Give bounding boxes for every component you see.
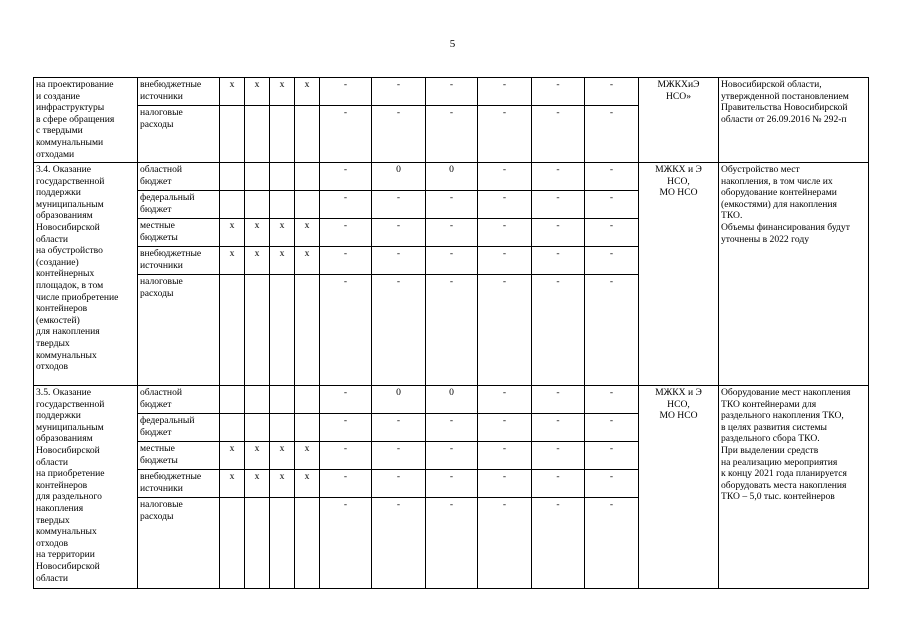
value-cell: x	[295, 247, 320, 275]
value-cell: -	[372, 78, 426, 106]
result-note-cell: Новосибирской области, утвержденной постановлением Правительства Новосибирской области от 26.09.2016 № 292-п	[719, 78, 869, 163]
value-cell: -	[532, 219, 585, 247]
value-cell: -	[426, 442, 478, 470]
value-cell: -	[320, 78, 372, 106]
value-cell: -	[372, 191, 426, 219]
value-cell: x	[270, 442, 295, 470]
value-cell: x	[270, 470, 295, 498]
value-cell: 0	[372, 386, 426, 414]
value-cell: -	[478, 247, 532, 275]
value-cell: -	[372, 442, 426, 470]
table-row	[34, 386, 869, 414]
value-cell: -	[426, 414, 478, 442]
value-cell: -	[372, 414, 426, 442]
value-cell	[220, 275, 245, 386]
value-cell: x	[245, 247, 270, 275]
value-cell: -	[532, 106, 585, 163]
value-cell: x	[295, 470, 320, 498]
value-cell: -	[478, 386, 532, 414]
value-cell	[295, 106, 320, 163]
value-cell: -	[372, 106, 426, 163]
result-note-cell: Обустройство мест накопления, в том числе их оборудование контейнерами (емкостями) для накопления ТКО. Объемы финансирования будут уточнены в 2022 году	[719, 163, 869, 386]
program-table	[33, 77, 869, 589]
value-cell: -	[532, 163, 585, 191]
table-row	[34, 78, 869, 106]
value-cell: -	[372, 498, 426, 589]
funding-source-cell: внебюджетные источники	[138, 78, 220, 106]
value-cell	[245, 163, 270, 191]
funding-source-cell: местные бюджеты	[138, 442, 220, 470]
value-cell: -	[585, 470, 639, 498]
value-cell: -	[532, 442, 585, 470]
value-cell: -	[585, 414, 639, 442]
value-cell: -	[372, 470, 426, 498]
funding-source-cell: федеральный бюджет	[138, 414, 220, 442]
value-cell: -	[426, 78, 478, 106]
value-cell: -	[585, 191, 639, 219]
value-cell	[220, 414, 245, 442]
funding-source-cell: областной бюджет	[138, 386, 220, 414]
value-cell: -	[585, 78, 639, 106]
value-cell: -	[426, 247, 478, 275]
value-cell: -	[532, 275, 585, 386]
value-cell: -	[320, 275, 372, 386]
funding-source-cell: налоговые расходы	[138, 106, 220, 163]
value-cell: x	[245, 470, 270, 498]
value-cell: -	[532, 247, 585, 275]
value-cell	[220, 191, 245, 219]
value-cell: -	[320, 498, 372, 589]
activity-name-cell: 3.5. Оказание государственной поддержки муниципальным образованиям Новосибирской области на приобретение контейнеров для раздельного накопления твердых коммунальных отходов на территории Новосибирской области	[34, 386, 138, 589]
value-cell: -	[532, 191, 585, 219]
value-cell: -	[585, 442, 639, 470]
value-cell: 0	[372, 163, 426, 191]
funding-source-cell: налоговые расходы	[138, 498, 220, 589]
value-cell: -	[532, 470, 585, 498]
value-cell: -	[372, 275, 426, 386]
value-cell: x	[220, 470, 245, 498]
value-cell: -	[532, 386, 585, 414]
value-cell: x	[270, 219, 295, 247]
executor-cell: МЖКХ и Э НСО, МО НСО	[639, 163, 719, 386]
value-cell: x	[220, 78, 245, 106]
value-cell: -	[426, 219, 478, 247]
executor-cell: МЖКХ и Э НСО, МО НСО	[639, 386, 719, 589]
value-cell: x	[245, 78, 270, 106]
value-cell: 0	[426, 386, 478, 414]
value-cell: -	[426, 470, 478, 498]
value-cell: x	[220, 442, 245, 470]
value-cell	[220, 498, 245, 589]
value-cell: -	[426, 498, 478, 589]
executor-cell: МЖКХиЭ НСО»	[639, 78, 719, 163]
value-cell: -	[532, 78, 585, 106]
value-cell: -	[478, 470, 532, 498]
value-cell	[270, 163, 295, 191]
value-cell: -	[478, 275, 532, 386]
page-number: 5	[449, 38, 456, 50]
value-cell: -	[320, 414, 372, 442]
value-cell: -	[320, 442, 372, 470]
value-cell: -	[478, 442, 532, 470]
value-cell: 0	[426, 163, 478, 191]
value-cell	[295, 386, 320, 414]
value-cell	[220, 163, 245, 191]
value-cell: -	[320, 191, 372, 219]
value-cell: -	[320, 247, 372, 275]
value-cell	[245, 106, 270, 163]
value-cell	[245, 275, 270, 386]
table-row	[34, 163, 869, 191]
value-cell: x	[270, 247, 295, 275]
value-cell: -	[426, 191, 478, 219]
value-cell: x	[245, 219, 270, 247]
value-cell: -	[532, 498, 585, 589]
value-cell: x	[245, 442, 270, 470]
value-cell: -	[372, 219, 426, 247]
value-cell: x	[270, 78, 295, 106]
value-cell: x	[220, 247, 245, 275]
value-cell: -	[320, 163, 372, 191]
funding-source-cell: местные бюджеты	[138, 219, 220, 247]
value-cell: -	[320, 106, 372, 163]
value-cell: -	[532, 414, 585, 442]
value-cell	[245, 498, 270, 589]
value-cell	[270, 498, 295, 589]
value-cell: x	[220, 219, 245, 247]
value-cell	[270, 106, 295, 163]
value-cell	[295, 498, 320, 589]
value-cell	[245, 414, 270, 442]
value-cell	[270, 386, 295, 414]
value-cell	[270, 414, 295, 442]
value-cell	[270, 191, 295, 219]
activity-name-cell: на проектирование и создание инфраструктуры в сфере обращения с твердыми коммунальными отходами	[34, 78, 138, 163]
value-cell	[220, 386, 245, 414]
value-cell	[220, 106, 245, 163]
value-cell: -	[585, 106, 639, 163]
funding-source-cell: налоговые расходы	[138, 275, 220, 386]
value-cell: -	[478, 219, 532, 247]
funding-source-cell: внебюджетные источники	[138, 470, 220, 498]
value-cell: -	[320, 470, 372, 498]
value-cell: -	[478, 498, 532, 589]
value-cell: -	[585, 386, 639, 414]
value-cell: -	[478, 414, 532, 442]
value-cell: -	[585, 498, 639, 589]
value-cell: -	[478, 78, 532, 106]
activity-name-cell: 3.4. Оказание государственной поддержки муниципальным образованиям Новосибирской области на обустройство (создание) контейнерных площадок, в том числе приобретение контейнеров (емкостей) для накопления твердых коммунальных отходов	[34, 163, 138, 386]
value-cell: -	[478, 106, 532, 163]
value-cell: x	[295, 78, 320, 106]
value-cell: -	[426, 106, 478, 163]
value-cell: x	[295, 219, 320, 247]
funding-source-cell: областной бюджет	[138, 163, 220, 191]
value-cell	[245, 386, 270, 414]
value-cell	[295, 275, 320, 386]
value-cell: -	[585, 247, 639, 275]
value-cell	[295, 163, 320, 191]
value-cell: -	[320, 386, 372, 414]
value-cell: x	[295, 442, 320, 470]
value-cell	[270, 275, 295, 386]
value-cell: -	[585, 219, 639, 247]
value-cell: -	[320, 219, 372, 247]
value-cell: -	[426, 275, 478, 386]
value-cell: -	[478, 163, 532, 191]
value-cell: -	[478, 191, 532, 219]
value-cell	[245, 191, 270, 219]
value-cell: -	[585, 275, 639, 386]
value-cell	[295, 414, 320, 442]
result-note-cell: Оборудование мест накопления ТКО контейнерами для раздельного накопления ТКО, в целях развития системы раздельного сбора ТКО. При выделении средств на реализацию мероприятия к концу 2021 года планируется оборудовать места накопления ТКО – 5,0 тыс. контейнеров	[719, 386, 869, 589]
value-cell	[295, 191, 320, 219]
value-cell: -	[585, 163, 639, 191]
value-cell: -	[372, 247, 426, 275]
funding-source-cell: внебюджетные источники	[138, 247, 220, 275]
funding-source-cell: федеральный бюджет	[138, 191, 220, 219]
